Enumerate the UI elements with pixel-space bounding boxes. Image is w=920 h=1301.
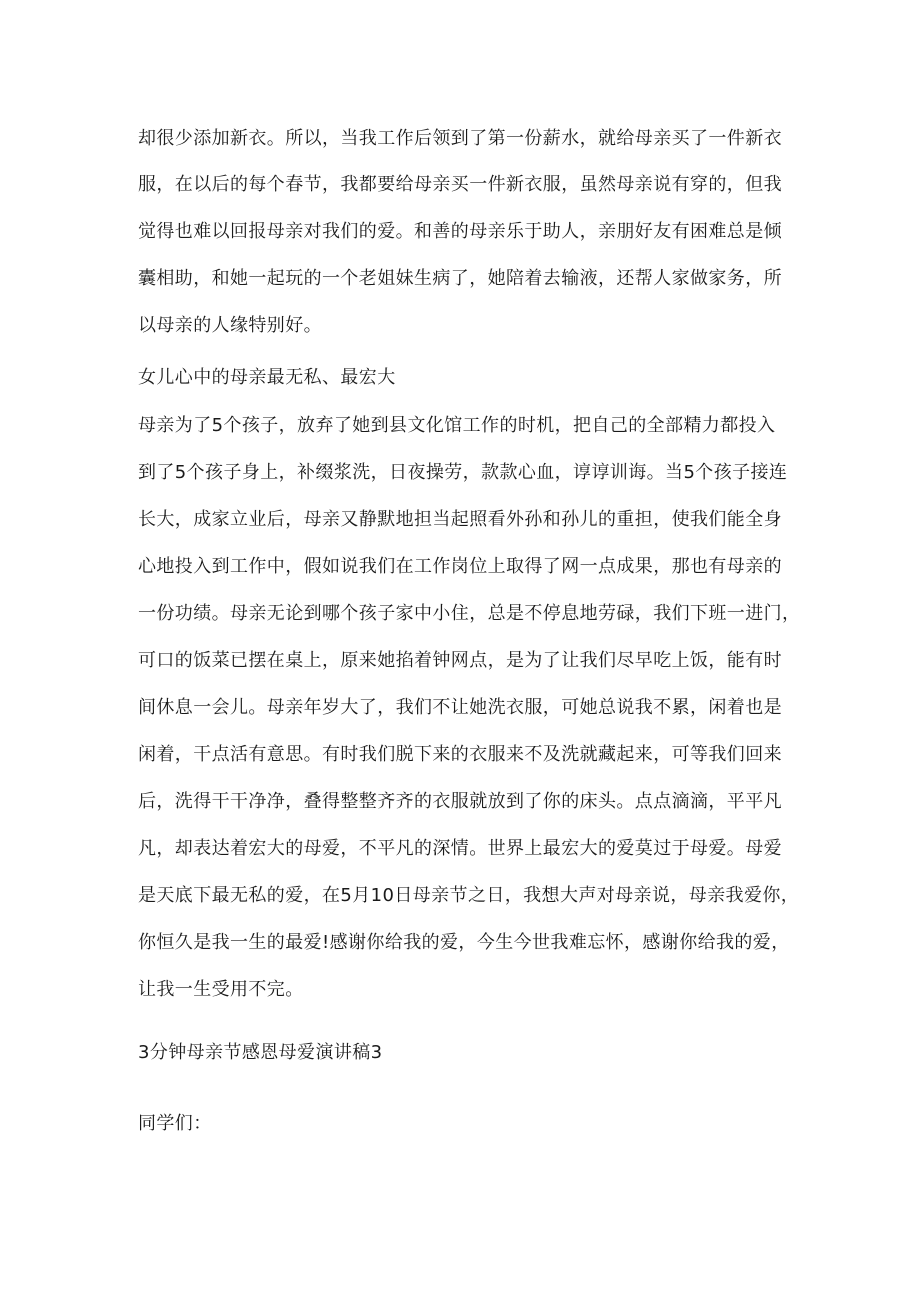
paragraph-line: 是天底下最无私的爱，在5月10日母亲节之日，我想大声对母亲说，母亲我爱你， [138,885,800,906]
paragraph-line: 闲着，干点活有意思。有时我们脱下来的衣服来不及洗就藏起来，可等我们回来 [138,744,782,765]
paragraph-line: 一份功绩。母亲无论到哪个孩子家中小住，总是不停息地劳碌，我们下班一进门， [138,603,801,624]
paragraph-line: 凡，却表达着宏大的母爱，不平凡的深情。世界上最宏大的爱莫过于母爱。母爱 [138,838,782,859]
paragraph-line: 让我一生受用不完。 [138,979,304,1000]
paragraph-line: 可口的饭菜已摆在桌上，原来她掐着钟网点，是为了让我们尽早吃上饭，能有时 [138,650,782,671]
paragraph-line: 却很少添加新衣。所以，当我工作后领到了第一份薪水，就给母亲买了一件新衣 [138,128,782,149]
paragraph-line: 长大，成家立业后，母亲又静默地担当起照看外孙和孙儿的重担，使我们能全身 [138,509,782,530]
paragraph-line: 间休息一会儿。母亲年岁大了，我们不让她洗衣服，可她总说我不累，闲着也是 [138,697,782,718]
subheading: 女儿心中的母亲最无私、最宏大 [138,367,396,388]
paragraph-line: 觉得也难以回报母亲对我们的爱。和善的母亲乐于助人，亲朋好友有困难总是倾 [138,221,782,242]
paragraph-line: 你恒久是我一生的最爱!感谢你给我的爱，今生今世我难忘怀，感谢你给我的爱， [138,932,790,953]
paragraph-line: 囊相助，和她一起玩的一个老姐妹生病了，她陪着去输液，还帮人家做家务，所 [138,268,782,289]
paragraph-line: 后，洗得干干净净，叠得整整齐齐的衣服就放到了你的床头。点点滴滴，平平凡 [138,791,782,812]
paragraph-line: 服，在以后的每个春节，我都要给母亲买一件新衣服，虽然母亲说有穿的，但我 [138,174,782,195]
paragraph-line: 母亲为了5个孩子，放弃了她到县文化馆工作的时机，把自己的全部精力都投入 [138,415,776,436]
paragraph-line: 心地投入到工作中，假如说我们在工作岗位上取得了网一点成果，那也有母亲的 [138,556,782,577]
paragraph-line: 以母亲的人缘特别好。 [138,315,322,336]
paragraph-line: 到了5个孩子身上，补缀浆洗，日夜操劳，款款心血，谆谆训诲。当5个孩子接连 [138,462,788,483]
section-title: 3分钟母亲节感恩母爱演讲稿3 [138,1042,383,1063]
salutation: 同学们： [138,1113,212,1134]
